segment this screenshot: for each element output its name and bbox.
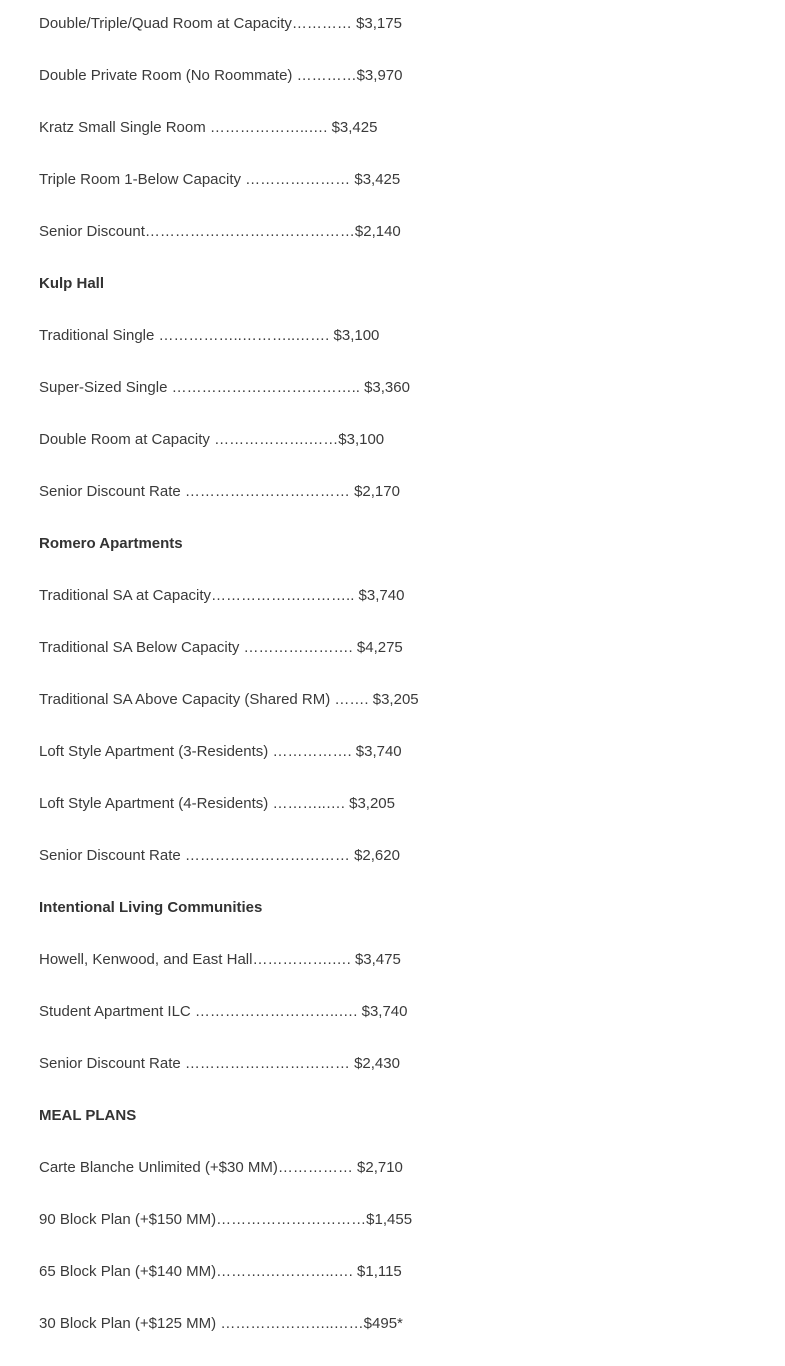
rate-line: Traditional SA Below Capacity …………………. $4,275 — [39, 639, 403, 656]
rate-line: Loft Style Apartment (3-Residents) ……………. $3,740 — [39, 743, 402, 760]
rate-line: Senior Discount……………………………………$2,140 — [39, 223, 401, 240]
rate-line: 90 Block Plan (+$150 MM)…………………………$1,455 — [39, 1211, 413, 1228]
rate-line: Carte Blanche Unlimited (+$30 MM)…………… $2,710 — [39, 1159, 403, 1176]
rate-line: Super-Sized Single ……………………………….. $3,360 — [39, 379, 410, 396]
rate-line: Traditional Single ……………..………..……. $3,100 — [39, 327, 380, 344]
rate-line: Traditional SA Above Capacity (Shared RM) ……. $3,205 — [39, 691, 419, 708]
rate-line: Triple Room 1-Below Capacity ………………… $3,425 — [39, 171, 401, 188]
section-heading: Kulp Hall — [39, 275, 105, 292]
section-heading: Intentional Living Communities — [39, 899, 263, 916]
rate-line: Kratz Small Single Room ………………..…. $3,425 — [39, 119, 378, 136]
rate-line: Student Apartment ILC ………………………..…. $3,740 — [39, 1003, 408, 1020]
rate-line: Senior Discount Rate …………………………… $2,620 — [39, 847, 400, 864]
rate-line: Double Private Room (No Roommate) …………$3,970 — [39, 67, 403, 84]
rate-line: Loft Style Apartment (4-Residents) ………..…. $3,205 — [39, 795, 395, 812]
section-heading: Romero Apartments — [39, 535, 183, 552]
rate-line: Senior Discount Rate …………………………… $2,430 — [39, 1055, 400, 1072]
rate-line: 30 Block Plan (+$125 MM) …………………..……$495* — [39, 1315, 403, 1332]
rate-line: Double Room at Capacity ……………….……$3,100 — [39, 431, 385, 448]
rate-line: Howell, Kenwood, and East Hall…………….…. $3,475 — [39, 951, 401, 968]
rate-line: Double/Triple/Quad Room at Capacity………… $3,175 — [39, 15, 402, 32]
rate-list — [39, 14, 759, 1366]
rate-line: 65 Block Plan (+$140 MM)……….…………..…. $1,115 — [39, 1263, 402, 1280]
rate-line: Traditional SA at Capacity……………………….. $3,740 — [39, 587, 405, 604]
rate-line: Senior Discount Rate …………………………… $2,170 — [39, 483, 400, 500]
section-heading: MEAL PLANS — [39, 1107, 137, 1124]
